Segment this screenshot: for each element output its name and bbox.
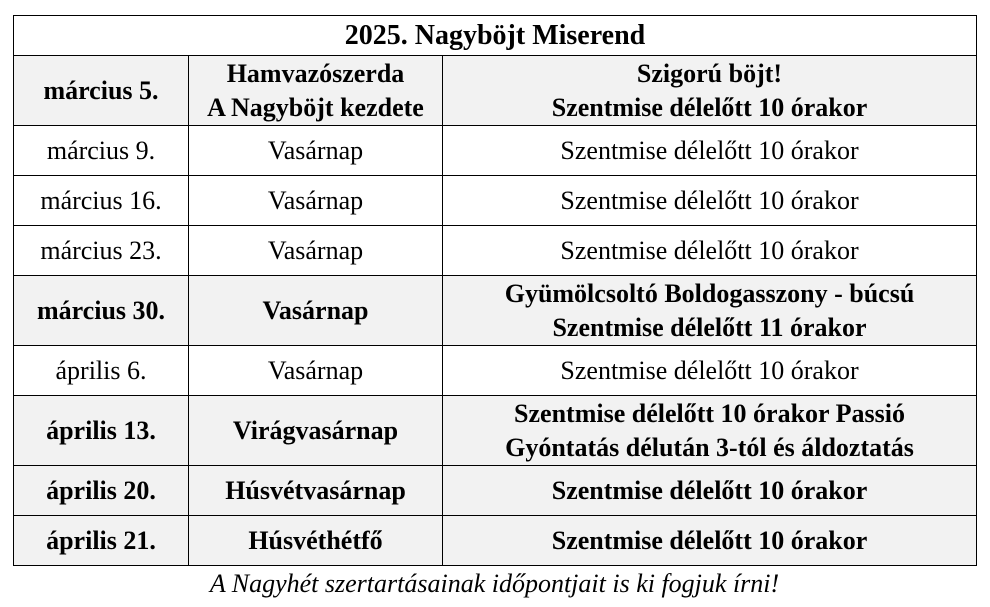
day-cell: Vasárnap bbox=[189, 346, 443, 396]
table-row bbox=[14, 516, 977, 566]
table-row bbox=[14, 226, 977, 276]
table-row bbox=[14, 126, 977, 176]
table-row bbox=[14, 56, 977, 126]
table-row bbox=[14, 176, 977, 226]
info-cell: Szentmise délelőtt 10 órakor bbox=[443, 346, 977, 396]
day-cell: Vasárnap bbox=[189, 176, 443, 226]
info-line: Szentmise délelőtt 10 órakor bbox=[551, 92, 868, 122]
day-line: Hamvazószerda bbox=[226, 58, 405, 88]
date-cell: április 13. bbox=[14, 396, 189, 466]
day-cell: Húsvétvasárnap bbox=[189, 466, 443, 516]
day-cell: Vasárnap bbox=[189, 276, 443, 346]
date-cell: március 23. bbox=[14, 226, 189, 276]
info-line: Szentmise délelőtt 10 órakor Passió bbox=[514, 398, 905, 428]
table-row bbox=[14, 396, 977, 466]
date-cell: március 16. bbox=[14, 176, 189, 226]
info-cell: Szentmise délelőtt 10 órakor bbox=[443, 126, 977, 176]
day-cell bbox=[189, 56, 443, 126]
info-cell: Szentmise délelőtt 10 órakor bbox=[443, 516, 977, 566]
info-line: Gyümölcsoltó Boldogasszony - búcsú bbox=[504, 278, 915, 308]
date-cell: március 30. bbox=[14, 276, 189, 346]
date-cell: április 20. bbox=[14, 466, 189, 516]
info-cell: Szentmise délelőtt 10 órakor bbox=[443, 226, 977, 276]
day-cell: Vasárnap bbox=[189, 226, 443, 276]
date-cell: március 5. bbox=[14, 56, 189, 126]
info-cell bbox=[443, 396, 977, 466]
footer-note: A Nagyhét szertartásainak időpontjait is ki fogjuk írni! bbox=[209, 569, 780, 598]
date-cell: március 9. bbox=[14, 126, 189, 176]
mass-schedule-table bbox=[13, 15, 977, 566]
info-line: Szigorú böjt! bbox=[636, 58, 783, 88]
day-cell: Húsvéthétfő bbox=[189, 516, 443, 566]
date-cell: április 6. bbox=[14, 346, 189, 396]
table-row bbox=[14, 346, 977, 396]
info-line: Szentmise délelőtt 11 órakor bbox=[552, 312, 867, 342]
table-title: 2025. Nagyböjt Miserend bbox=[14, 16, 977, 56]
date-cell: április 21. bbox=[14, 516, 189, 566]
table-row bbox=[14, 276, 977, 346]
day-cell: Virágvasárnap bbox=[189, 396, 443, 466]
info-cell bbox=[443, 56, 977, 126]
info-line: Gyóntatás délután 3-tól és áldoztatás bbox=[505, 432, 914, 462]
info-cell: Szentmise délelőtt 10 órakor bbox=[443, 176, 977, 226]
info-cell: Szentmise délelőtt 10 órakor bbox=[443, 466, 977, 516]
info-cell bbox=[443, 276, 977, 346]
day-line: A Nagyböjt kezdete bbox=[207, 92, 424, 122]
day-cell: Vasárnap bbox=[189, 126, 443, 176]
table-row bbox=[14, 466, 977, 516]
